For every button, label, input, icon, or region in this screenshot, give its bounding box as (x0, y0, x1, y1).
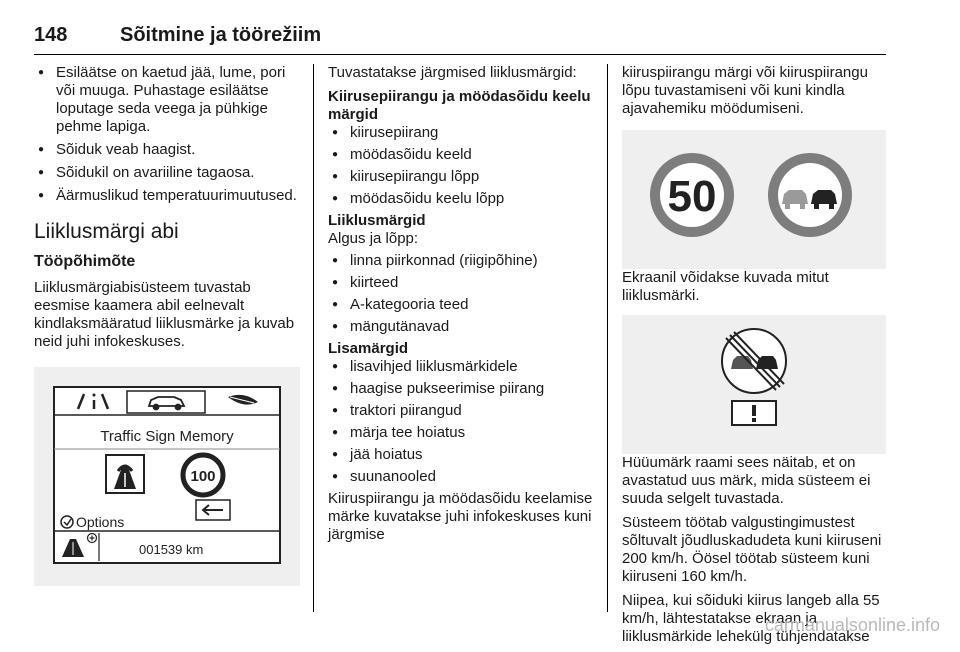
conditions-list (34, 64, 300, 205)
speed-range-paragraph: Süsteem töötab valgustingimustest sõltuvalt jõudluskadudeta kuni kiiruseni 200 km/h. Öösel töötab süsteem kuni kiiruseni 160 km/h. (622, 514, 882, 585)
column-divider (313, 64, 314, 612)
intro-paragraph: Liiklusmärgiabisüsteem tuvastab eesmise kaamera abil eelnevalt kindlaksmääratud liiklusmärke ja kuvab neid juhi infokeskuses. (34, 279, 295, 350)
list-item: ● Sõidukil on avariiline tagaosa. (34, 164, 300, 182)
detected-signs-intro: Tuvastatakse järgmised liiklusmärgid: (328, 64, 577, 81)
list-item: ● märja tee hoiatus (328, 424, 600, 442)
list-item: ● mängutänavad (328, 318, 600, 336)
speed-limit-value: 50 (667, 172, 717, 221)
column-middle (328, 64, 600, 550)
end-of-no-overtaking-sign (622, 325, 886, 433)
group-heading-additional-signs: Lisamärgid (328, 340, 409, 357)
end-no-overtaking-sign-icon (722, 329, 786, 393)
reset-paragraph: Niipea, kui sõiduki kiirus langeb alla 55 km/h, lähtestatakse ekraan ja liiklusmärkide lehekülg tühjendatakse (622, 592, 880, 645)
page-title: Sõitmine ja töörežiim (120, 24, 322, 46)
column-right (622, 64, 886, 652)
page-number: 148 (34, 24, 68, 46)
speed-and-overtaking-signs (622, 140, 886, 250)
continuation-paragraph: kiiruspiirangu märgi või kiiruspiirangu lõpu tuvastamiseni või kuni kindla ajavahemiku möödumiseni. (622, 64, 868, 117)
traffic-sign-memory-screen (34, 367, 300, 581)
list-item: ● haagise pukseerimise piirang (328, 380, 600, 398)
list-item: ● linna piirkonnad (riigipõhine) (328, 252, 600, 270)
list-item: ● möödasõidu keelu lõpp (328, 190, 600, 208)
options-label: Options (76, 514, 125, 530)
signs-illustration (622, 130, 886, 269)
list-item: ● lisavihjed liiklusmärkidele (328, 358, 600, 376)
speed-overtaking-list (328, 124, 600, 208)
exclamation-frame-icon (732, 401, 776, 425)
column-left (34, 64, 300, 586)
display-duration-paragraph: Kiiruspiirangu ja möödasõidu keelamise märke kuvatakse juhi infokeskuses kuni järgmise (328, 490, 593, 543)
driver-info-screen-illustration (34, 367, 300, 586)
no-overtaking-sign-icon (768, 153, 852, 237)
subsection-heading: Tööpõhimõte (34, 253, 136, 270)
list-item: ● Äärmuslikud temperatuurimuutused. (34, 187, 300, 205)
motorway-sign-icon (106, 455, 144, 493)
list-item: ● kiirteed (328, 274, 600, 292)
list-item: ● kiirusepiirangu lõpp (328, 168, 600, 186)
list-item: ● Sõiduk veab haagist. (34, 141, 300, 159)
list-item: ● Esiläätse on kaetud jää, lume, pori või muuga. Puhastage esiläätse loputage seda veega ja pühkige pehme lapiga. (34, 64, 300, 136)
uncertain-sign-illustration (622, 315, 886, 454)
group-heading-speed-overtaking: Kiirusepiirangu ja möödasõidu keelu märgid (328, 88, 591, 123)
list-item: ● möödasõidu keeld (328, 146, 600, 164)
list-item: ● kiirusepiirang (328, 124, 600, 142)
page-header (34, 22, 886, 55)
group-subtitle: Algus ja lõpp: (328, 230, 419, 247)
group-heading-traffic-signs: Liiklusmärgid (328, 212, 426, 229)
column-divider (607, 64, 608, 612)
traffic-signs-list (328, 252, 600, 336)
back-arrow-icon (196, 500, 230, 520)
exclamation-paragraph: Hüüumärk raami sees näitab, et on avastatud uus märk, mida süsteem ei suuda selgelt tuvastada. (622, 454, 871, 507)
list-item: ● A-kategooria teed (328, 296, 600, 314)
speed-limit-value: 100 (190, 468, 216, 485)
speed-limit-50-sign-icon (650, 153, 734, 237)
list-item: ● traktori piirangud (328, 402, 600, 420)
watermark: carmanualsonline.info (764, 615, 940, 635)
list-item: ● jää hoiatus (328, 446, 600, 464)
odometer-readout: 001539 km (139, 542, 204, 557)
section-heading: Liiklusmärgi abi (34, 220, 179, 243)
screen-title: Traffic Sign Memory (100, 428, 234, 445)
multiple-signs-paragraph: Ekraanil võidakse kuvada mitut liiklusmärki. (622, 269, 829, 304)
list-item: ● suunanooled (328, 468, 600, 486)
additional-signs-list (328, 358, 600, 486)
speed-limit-sign-icon (183, 455, 223, 495)
